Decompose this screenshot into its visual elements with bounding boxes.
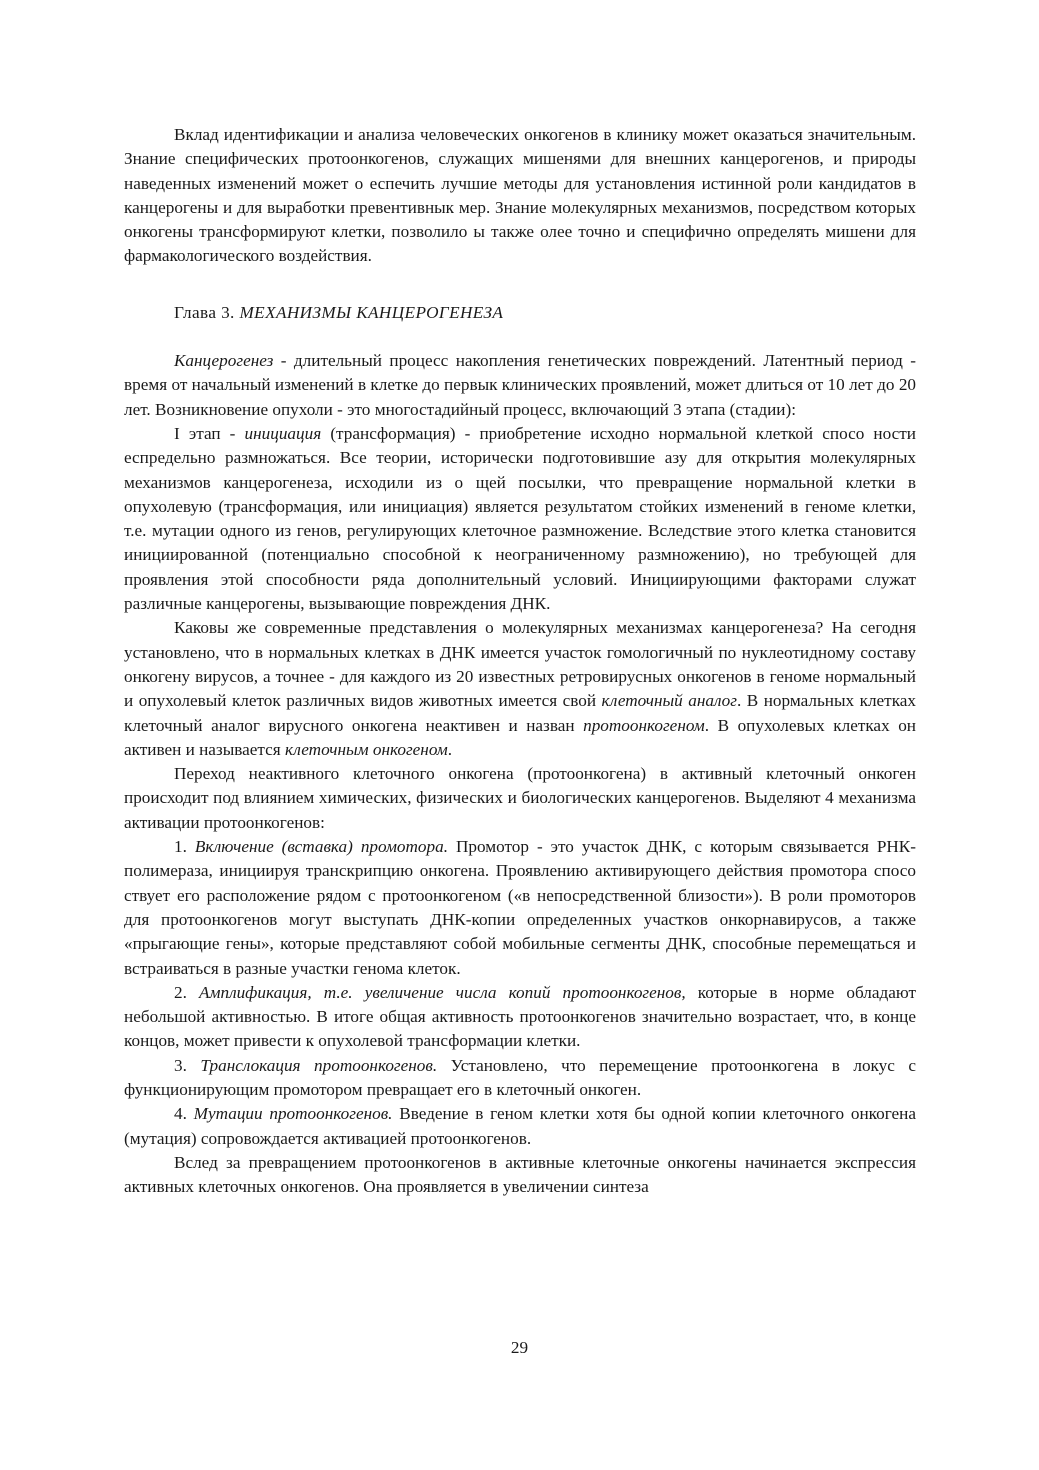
mechanism-1 xyxy=(124,835,916,981)
concepts-text-4: . xyxy=(447,739,453,759)
mechanism-2 xyxy=(124,981,916,1054)
chapter-heading xyxy=(124,301,916,325)
concepts-term-2: протоонкогеном xyxy=(583,715,705,735)
intro-paragraph: Вклад идентификации и анализа человеческих онкогенов в клинику может оказаться значительным. Знание специфических протоонкогенов, служащих мишенями для внешних канцерогенов, и природы наведенных изменений может о еспечить лучшие методы для установления истинной роли кандидатов в канцерогены и для выработки превентивнык мер. Знание молекулярных механизмов, посредством которых онкогены трансформируют клетки, позволило ы также олее точно и специфично определять мишени для фармакологического воздействия. xyxy=(124,125,916,266)
concepts-term-3: клеточным онкогеном xyxy=(284,739,448,759)
mechanism-1-number: 1. xyxy=(174,837,195,857)
transition-paragraph: Переход неактивного клеточного онкогена (протоонкогена) в активный клеточный онкоген происходит под влиянием химических, физических и биологических канцерогенов. Выделяют 4 механизма активации протоонкогенов: xyxy=(124,764,916,832)
mechanism-3 xyxy=(124,1054,916,1103)
concepts-text-3: . В опухолевых клетках он активен и называется xyxy=(124,715,916,759)
concepts-text-2: . В нормальных клетках клеточный аналог вирусного онкогена неактивен и назван xyxy=(124,691,917,735)
stage-1-paragraph xyxy=(124,422,916,616)
stage-1-lead: I этап - xyxy=(174,423,245,443)
mechanism-1-text: Промотор - это участок ДНК, с которым связывается РНК-полимераза, инициируя транскрипцию онкогена. Проявлению активирующего действия промотора спосо ствует его расположение рядом с протоонкогеном («в непосредственной близости»). В роли промоторов для протоонкогенов могут выступать ДНК-копии определенных участков онкорнавирусов, а также «прыгающие гены», которые представляют собой мобильные сегменты ДНК, способные перемещаться и встраиваться в разные участки генома клеток. xyxy=(124,837,916,978)
final-paragraph: Вслед за превращением протоонкогенов в активные клеточные онкогены начинается экспрессия активных клеточных онкогенов. Она проявляется в увеличении синтеза xyxy=(124,1152,916,1197)
definition-text: - длительный процесс накопления генетических повреждений. Латентный период - время от начальный изменений в клетке до первык клинических проявлений, может длиться от 10 лет до 20 лет. Возникновение опухоли - это многостадийный процесс, включающий 3 этапа (стадии): xyxy=(124,351,916,419)
mechanism-3-number: 3. xyxy=(174,1055,201,1075)
mechanism-3-title: Транслокация протоонкогенов. xyxy=(200,1055,438,1075)
chapter-label: Глава 3. xyxy=(174,302,240,322)
mechanism-2-text: которые в норме обладают небольшой активностью. В итоге общая активность протоонкогенов значительно возрастает, что, в конце концов, может привести к опухолевой трансформации клетки. xyxy=(124,982,916,1051)
concepts-text-1: Каковы же современные представления о молекулярных механизмах канцерогенеза? На сегодня установлено, что в нормальных клетках в ДНК имеется участок гомологичный по нуклеотидному составу онкогену вирусов, а точнее - для каждого из 20 известных ретровирусных онкогенов в геноме нормальный и опухолевый клеток различных видов животных имеется свой xyxy=(124,618,916,711)
mechanism-4-title: Мутации протоонкогенов. xyxy=(193,1104,393,1124)
mechanism-4 xyxy=(124,1102,916,1151)
mechanism-2-number: 2. xyxy=(174,982,200,1002)
chapter-title: МЕХАНИЗМЫ КАНЦЕРОГЕНЕЗА xyxy=(239,302,504,322)
page-body xyxy=(124,123,916,1199)
definition-term: Канцерогенез xyxy=(174,351,274,371)
concepts-term-1: клеточный аналог xyxy=(601,691,737,711)
mechanism-2-title: Амплификация, т.е. увеличение числа копий протоонкогенов, xyxy=(199,982,686,1002)
concepts-paragraph xyxy=(124,616,916,762)
mechanism-1-title: Включение (вставка) промотора. xyxy=(194,837,449,857)
stage-1-term: инициация xyxy=(244,423,322,443)
stage-1-text: (трансформация) - приобретение исходно нормальной клеткой спосо ности еспредельно размножаться. Все теории, исторически подготовившие азу для открытия молекулярных механизмов канцерогенеза, исходили из о щей посылки, что превращение нормальной клетки в опухолевую (трансформация, или инициация) является результатом стойких изменений в геноме клетки, т.е. мутации одного из генов, регулирующих клеточное размножение. Вследствие этого клетка становится инициированной (потенциально способной к неограниченному размножению), но требующей для проявления этой способности ряда дополнительный условий. Инициирующими факторами служат различные канцерогены, вызывающие повреждения ДНК. xyxy=(124,423,916,614)
mechanism-4-text: Введение в геном клетки хотя бы одной копии клеточного онкогена (мутация) сопровождается активацией протоонкогенов. xyxy=(124,1104,916,1148)
definition-paragraph xyxy=(124,349,916,422)
page-number: 29 xyxy=(510,1338,529,1357)
mechanism-4-number: 4. xyxy=(174,1104,194,1124)
mechanism-3-text: Установлено, что перемещение протоонкогена в локус с функционирующим промотором превращает его в клеточный онкоген. xyxy=(124,1055,916,1099)
